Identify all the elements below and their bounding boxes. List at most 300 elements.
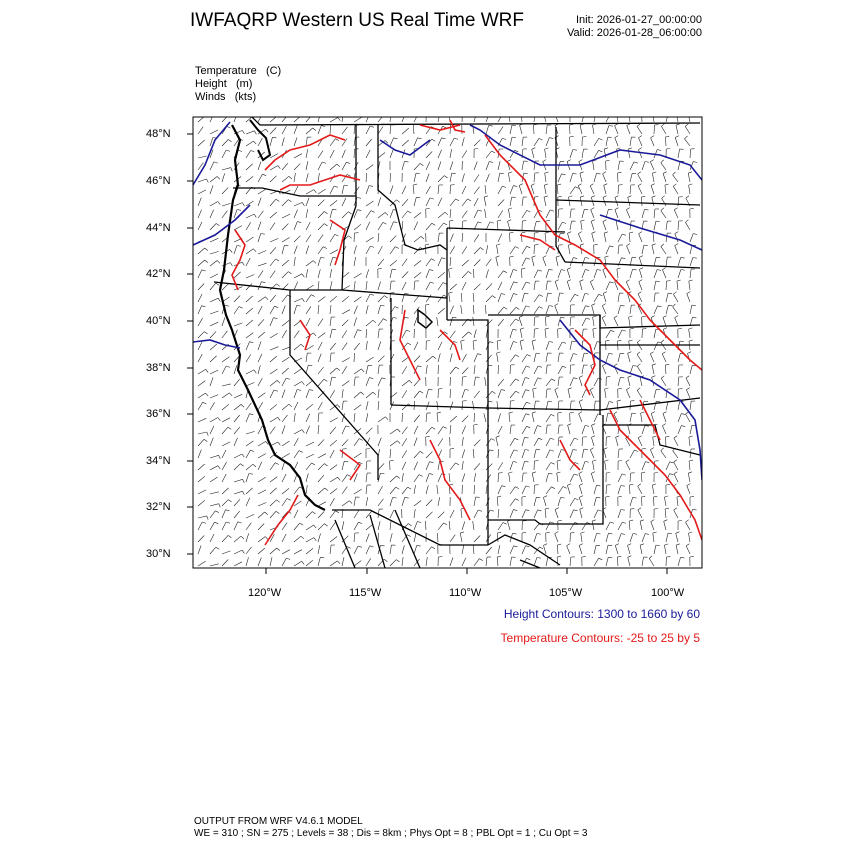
wind-barb bbox=[519, 186, 522, 195]
wind-barb bbox=[508, 173, 510, 182]
wind-barb bbox=[580, 281, 582, 290]
wind-barb-feather bbox=[216, 283, 219, 285]
wind-barb bbox=[593, 125, 595, 134]
puget-sound bbox=[250, 120, 270, 160]
wind-barb bbox=[474, 413, 475, 422]
wind-barb bbox=[605, 389, 606, 398]
wind-barb bbox=[222, 522, 226, 530]
wind-barb-feather bbox=[579, 484, 583, 486]
wind-barb bbox=[198, 294, 202, 302]
wind-barb bbox=[462, 390, 465, 399]
wind-barb bbox=[282, 200, 288, 206]
wind-barb-feather bbox=[617, 268, 621, 269]
wind-barb-feather bbox=[230, 249, 233, 252]
wind-barb bbox=[570, 438, 574, 446]
wind-barb bbox=[402, 282, 406, 290]
wind-barb-feather bbox=[628, 544, 632, 546]
wind-barb bbox=[555, 510, 558, 519]
wind-barb bbox=[366, 365, 368, 374]
wind-barb bbox=[306, 295, 311, 302]
wind-barb bbox=[294, 487, 300, 494]
wind-barb-feather bbox=[629, 112, 633, 113]
wind-barb bbox=[498, 294, 501, 302]
wind-barb bbox=[558, 487, 563, 495]
wind-barb-feather bbox=[585, 294, 589, 295]
field-temperature: Temperature (C) bbox=[195, 65, 282, 77]
wind-barb-feather bbox=[546, 316, 550, 317]
wind-barb-feather bbox=[599, 138, 603, 140]
wind-barb bbox=[450, 162, 453, 171]
wind-barb bbox=[618, 173, 619, 182]
wind-barb bbox=[402, 509, 403, 518]
wind-barb-feather bbox=[638, 172, 641, 174]
wind-barb bbox=[210, 370, 218, 374]
wind-barb bbox=[630, 173, 632, 182]
wind-barb-feather bbox=[681, 270, 685, 271]
wind-barb bbox=[686, 378, 690, 386]
wind-barb-feather bbox=[657, 270, 661, 271]
wind-barb-feather bbox=[369, 186, 373, 187]
wind-barb-feather bbox=[242, 550, 244, 553]
wind-barb bbox=[688, 473, 690, 482]
wind-barb bbox=[414, 379, 420, 386]
wind-barb bbox=[570, 221, 572, 230]
wind-barb bbox=[282, 163, 288, 170]
wind-barb bbox=[282, 453, 290, 458]
wind-barb-feather bbox=[277, 500, 280, 503]
wind-barb-feather bbox=[202, 522, 206, 523]
wind-barb bbox=[498, 271, 503, 278]
wind-barb bbox=[318, 151, 323, 158]
wind-barb bbox=[318, 305, 319, 314]
wind-barb bbox=[534, 558, 537, 567]
wind-barb-feather bbox=[676, 544, 680, 545]
wind-barb bbox=[461, 293, 462, 302]
wind-barb bbox=[342, 358, 350, 362]
wind-barb bbox=[606, 557, 608, 566]
wind-barb bbox=[390, 281, 391, 290]
wind-barb-feather bbox=[226, 510, 230, 511]
lon-label-100w: 100°W bbox=[651, 587, 685, 599]
wind-barb-feather bbox=[373, 392, 376, 395]
wind-barb bbox=[606, 114, 610, 122]
wind-barb bbox=[673, 307, 678, 314]
wind-barb bbox=[522, 378, 525, 386]
wind-barb-feather bbox=[689, 340, 693, 341]
wind-barb bbox=[639, 282, 642, 290]
wind-barb bbox=[498, 234, 502, 242]
wind-barb-feather bbox=[226, 522, 230, 523]
wind-barb-feather bbox=[324, 379, 327, 381]
wind-barb-feather bbox=[544, 196, 548, 197]
wind-barb-feather bbox=[228, 500, 231, 502]
wind-barb-feather bbox=[520, 340, 524, 341]
wind-barb-feather bbox=[596, 497, 600, 498]
wind-barb bbox=[354, 173, 355, 182]
wind-barb-feather bbox=[562, 342, 566, 343]
wind-barb-feather bbox=[651, 316, 655, 318]
wind-barb bbox=[354, 306, 358, 314]
wind-barb bbox=[414, 485, 416, 494]
wind-barb-feather bbox=[488, 401, 492, 402]
wind-barb bbox=[342, 557, 344, 566]
wind-barb-feather bbox=[337, 405, 340, 408]
wind-barb bbox=[462, 137, 464, 146]
wind-barb-feather bbox=[549, 306, 553, 307]
wind-barb bbox=[654, 270, 657, 279]
wind-barb-feather bbox=[604, 448, 608, 450]
wind-barb-feather bbox=[510, 232, 514, 233]
wind-barb bbox=[534, 497, 536, 506]
wind-barb-feather bbox=[599, 150, 603, 152]
wind-barb bbox=[414, 501, 421, 507]
wind-barb bbox=[690, 269, 691, 278]
wind-barb-feather bbox=[204, 332, 207, 334]
wind-barb bbox=[462, 282, 466, 290]
wind-barb bbox=[425, 305, 426, 314]
wind-barb bbox=[617, 557, 618, 566]
wind-barb-feather bbox=[420, 163, 423, 165]
wind-barb-feather bbox=[521, 232, 525, 233]
wind-barb-feather bbox=[207, 179, 209, 183]
wind-barb-feather bbox=[651, 412, 655, 414]
wind-barb bbox=[366, 401, 368, 410]
wind-barb bbox=[342, 366, 347, 374]
wind-barb-feather bbox=[520, 328, 524, 329]
wind-barb-feather bbox=[527, 426, 531, 428]
wind-barb bbox=[690, 245, 692, 254]
wind-barb bbox=[318, 512, 324, 519]
wind-barb bbox=[650, 162, 654, 170]
wind-barb-feather bbox=[393, 497, 397, 498]
wind-barb bbox=[510, 438, 515, 446]
wind-barb bbox=[366, 305, 368, 314]
wind-barb bbox=[258, 271, 263, 278]
wind-barb bbox=[462, 416, 468, 422]
wind-barb bbox=[604, 233, 606, 242]
wind-barb bbox=[354, 353, 355, 362]
wind-barb-feather bbox=[614, 412, 617, 414]
wind-barb bbox=[258, 537, 265, 542]
wind-barb-feather bbox=[584, 209, 588, 210]
wind-barb bbox=[354, 546, 358, 554]
wind-barb bbox=[651, 522, 654, 530]
wind-barb-feather bbox=[431, 547, 435, 549]
wind-barb bbox=[414, 462, 418, 470]
wind-barb-feather bbox=[603, 196, 607, 198]
wind-barb bbox=[474, 187, 480, 194]
wind-barb bbox=[510, 365, 511, 374]
wind-barb bbox=[508, 221, 511, 230]
wind-barb bbox=[497, 341, 498, 350]
wind-barb-feather bbox=[502, 486, 506, 487]
wind-barb bbox=[629, 317, 630, 326]
wind-barb bbox=[210, 344, 217, 350]
wind-barb-feather bbox=[521, 268, 525, 269]
wind-barb-feather bbox=[456, 463, 460, 465]
wind-barb bbox=[474, 473, 476, 482]
wind-barb bbox=[402, 366, 407, 374]
wind-barb bbox=[330, 269, 332, 278]
wind-barb bbox=[258, 332, 265, 338]
wind-barb bbox=[498, 186, 502, 194]
wind-barb bbox=[594, 533, 597, 542]
wind-barb-feather bbox=[609, 126, 613, 127]
wind-barb-feather bbox=[357, 210, 361, 211]
wind-barb bbox=[558, 497, 561, 506]
wind-barb bbox=[570, 401, 571, 410]
wind-barb bbox=[210, 311, 219, 314]
wind-barb-feather bbox=[628, 556, 632, 558]
wind-barb bbox=[318, 488, 325, 494]
wind-barb bbox=[509, 113, 510, 122]
wind-barb-feather bbox=[686, 196, 689, 198]
wind-barb-feather bbox=[570, 113, 574, 114]
wind-barb-feather bbox=[539, 438, 543, 440]
wind-barb-feather bbox=[263, 174, 267, 176]
wind-barb-feather bbox=[480, 248, 483, 250]
wind-barb bbox=[354, 149, 355, 158]
wind-barb bbox=[570, 173, 573, 182]
wind-barb-feather bbox=[687, 484, 691, 486]
wind-barb bbox=[581, 533, 582, 542]
wind-barb bbox=[628, 545, 631, 554]
wind-barb bbox=[486, 557, 487, 566]
wind-barb bbox=[582, 294, 585, 303]
wind-barb bbox=[342, 461, 344, 470]
wind-barb bbox=[306, 128, 313, 134]
wind-barb bbox=[626, 210, 630, 218]
wind-barb bbox=[198, 270, 202, 278]
wind-barb bbox=[546, 125, 547, 134]
wind-barb bbox=[330, 296, 337, 302]
wind-barb bbox=[486, 305, 487, 314]
wind-barb bbox=[306, 235, 311, 243]
wind-barb-feather bbox=[525, 450, 529, 451]
wind-barb-feather bbox=[526, 546, 530, 547]
wind-barb bbox=[354, 125, 355, 134]
wind-barb-feather bbox=[549, 473, 553, 474]
wind-barb bbox=[294, 298, 302, 302]
wind-barb-feather bbox=[642, 112, 646, 113]
wind-barb-feather bbox=[545, 508, 549, 509]
wind-barb bbox=[627, 126, 630, 134]
wind-barb-feather bbox=[653, 112, 657, 113]
wind-barb bbox=[294, 382, 302, 387]
wind-barb bbox=[330, 305, 331, 314]
wind-barb bbox=[630, 305, 631, 314]
wind-barb bbox=[570, 557, 571, 566]
wind-barb bbox=[582, 449, 584, 458]
wind-barb-feather bbox=[573, 354, 577, 355]
wind-barb bbox=[330, 440, 337, 446]
wind-barb bbox=[402, 272, 408, 279]
wind-barb bbox=[258, 378, 262, 386]
wind-barb bbox=[484, 413, 486, 422]
wind-barb bbox=[306, 285, 314, 290]
wind-barb-feather bbox=[532, 148, 536, 150]
wind-barb-feather bbox=[526, 510, 530, 511]
wind-barb bbox=[246, 498, 250, 506]
wind-barb bbox=[546, 438, 550, 446]
wind-barb bbox=[438, 272, 445, 278]
wind-barb bbox=[546, 306, 549, 315]
wind-barb bbox=[532, 473, 534, 482]
wind-barb bbox=[425, 245, 426, 254]
wind-barb-feather bbox=[640, 520, 644, 521]
field-height: Height (m) bbox=[195, 78, 253, 90]
wind-barb-feather bbox=[242, 203, 244, 207]
wind-barb-feather bbox=[276, 259, 280, 261]
wind-barb bbox=[330, 257, 333, 266]
wind-barb bbox=[222, 211, 227, 218]
wind-barb-feather bbox=[689, 280, 693, 281]
wind-barb bbox=[366, 222, 370, 230]
wind-barb bbox=[498, 509, 499, 518]
wind-barb bbox=[519, 318, 522, 327]
lat-label-46: 46°N bbox=[146, 175, 171, 187]
wind-barb bbox=[342, 439, 348, 446]
wind-barb-feather bbox=[641, 496, 645, 497]
wind-barb bbox=[689, 437, 690, 446]
wind-barb-feather bbox=[614, 364, 617, 366]
wind-barb-feather bbox=[675, 244, 679, 246]
wind-barb bbox=[522, 246, 527, 254]
wind-barb-feather bbox=[638, 292, 641, 294]
wind-barb bbox=[438, 113, 440, 122]
wind-barb bbox=[330, 561, 337, 566]
wind-barb bbox=[592, 233, 594, 242]
wind-barb-feather bbox=[515, 499, 519, 501]
temperature-contours bbox=[232, 120, 702, 545]
wind-barb-feather bbox=[251, 150, 255, 152]
wind-barb-feather bbox=[461, 340, 465, 341]
wind-barb-feather bbox=[532, 412, 536, 413]
wind-barb bbox=[570, 209, 571, 218]
wind-barb bbox=[438, 223, 444, 230]
wind-barb bbox=[474, 559, 479, 566]
wind-barb bbox=[662, 270, 666, 278]
wind-barb-feather bbox=[514, 282, 518, 283]
wind-barb-feather bbox=[216, 224, 219, 226]
wind-barb bbox=[426, 186, 431, 194]
wind-barb bbox=[534, 353, 536, 362]
wind-barb bbox=[590, 186, 594, 194]
wind-barb-feather bbox=[638, 436, 641, 438]
wind-barb-feather bbox=[394, 222, 398, 223]
wind-barb-feather bbox=[661, 208, 664, 211]
wind-barb-feather bbox=[567, 484, 571, 486]
wind-barb-feather bbox=[604, 148, 608, 149]
wind-barb-feather bbox=[597, 533, 601, 534]
wind-barb bbox=[222, 384, 231, 386]
wind-barb-feather bbox=[275, 306, 279, 308]
wind-barb bbox=[270, 500, 277, 506]
wind-barb bbox=[234, 415, 240, 422]
wind-barb-feather bbox=[347, 475, 351, 477]
wind-barb-feather bbox=[405, 293, 409, 294]
wind-barb-feather bbox=[557, 556, 561, 557]
wind-barb bbox=[450, 138, 454, 146]
wind-barb bbox=[258, 342, 261, 351]
wind-barb bbox=[628, 197, 630, 206]
wind-barb-feather bbox=[618, 340, 622, 341]
wind-barb-feather bbox=[218, 418, 221, 421]
wind-barb-feather bbox=[681, 257, 685, 258]
wind-barb-feather bbox=[609, 402, 613, 403]
wind-barb bbox=[390, 186, 393, 195]
wind-barb-feather bbox=[265, 537, 268, 540]
wind-barb-feather bbox=[522, 496, 526, 497]
wind-barb bbox=[546, 353, 548, 362]
wind-barb-feather bbox=[641, 472, 645, 473]
wind-barb bbox=[593, 317, 594, 326]
wind-barb bbox=[557, 545, 558, 554]
wind-barb bbox=[258, 251, 266, 255]
wind-barb bbox=[378, 521, 380, 530]
wind-barb bbox=[534, 138, 539, 146]
wind-barb bbox=[258, 189, 266, 194]
wind-barb bbox=[474, 198, 478, 206]
wind-barb bbox=[522, 486, 526, 494]
wind-barb bbox=[677, 497, 678, 506]
wind-barb bbox=[318, 524, 324, 530]
wind-barb bbox=[510, 487, 515, 494]
wind-barb bbox=[390, 236, 396, 242]
wind-barb bbox=[330, 125, 331, 134]
wind-barb bbox=[661, 247, 666, 254]
wind-barb bbox=[366, 246, 370, 254]
wind-barb bbox=[606, 282, 610, 290]
wind-barb bbox=[306, 380, 313, 386]
wind-barb bbox=[473, 317, 474, 326]
wind-barb-feather bbox=[489, 342, 493, 343]
wind-barb-feather bbox=[239, 307, 243, 309]
wind-barb bbox=[685, 139, 691, 146]
wind-barb-feather bbox=[301, 536, 304, 539]
wind-barb-feather bbox=[591, 196, 595, 198]
wind-barb-feather bbox=[557, 472, 561, 473]
wind-barb bbox=[510, 510, 513, 518]
wind-barb bbox=[198, 354, 202, 362]
wind-barb bbox=[638, 294, 642, 302]
wind-barb-feather bbox=[289, 176, 292, 179]
wind-barb bbox=[449, 473, 450, 482]
wind-barb-feather bbox=[581, 220, 585, 221]
model-config: WE = 310 ; SN = 275 ; Levels = 38 ; Dis = 8km ; Phys Opt = 8 ; PBL Opt = 1 ; Cu Opt = 3 bbox=[194, 828, 588, 839]
wind-barb bbox=[282, 347, 290, 350]
wind-barb-feather bbox=[540, 547, 544, 549]
wind-barb bbox=[555, 534, 558, 542]
wind-barb bbox=[558, 437, 559, 446]
wind-barb bbox=[438, 365, 439, 374]
wind-barb-feather bbox=[653, 436, 657, 437]
wind-barb bbox=[330, 250, 338, 254]
wind-barb bbox=[666, 281, 667, 290]
wind-barb bbox=[437, 533, 438, 542]
wind-barb bbox=[661, 126, 666, 134]
wind-barb bbox=[462, 450, 465, 459]
wind-barb bbox=[438, 138, 442, 146]
wind-barb-feather bbox=[497, 244, 501, 245]
wind-barb bbox=[198, 402, 203, 410]
wind-barb bbox=[198, 179, 207, 182]
wind-barb-feather bbox=[408, 487, 411, 489]
wind-barb bbox=[366, 165, 373, 170]
wind-barb bbox=[282, 115, 288, 122]
wind-barb-feather bbox=[637, 340, 640, 343]
wind-barb-feather bbox=[478, 354, 482, 355]
